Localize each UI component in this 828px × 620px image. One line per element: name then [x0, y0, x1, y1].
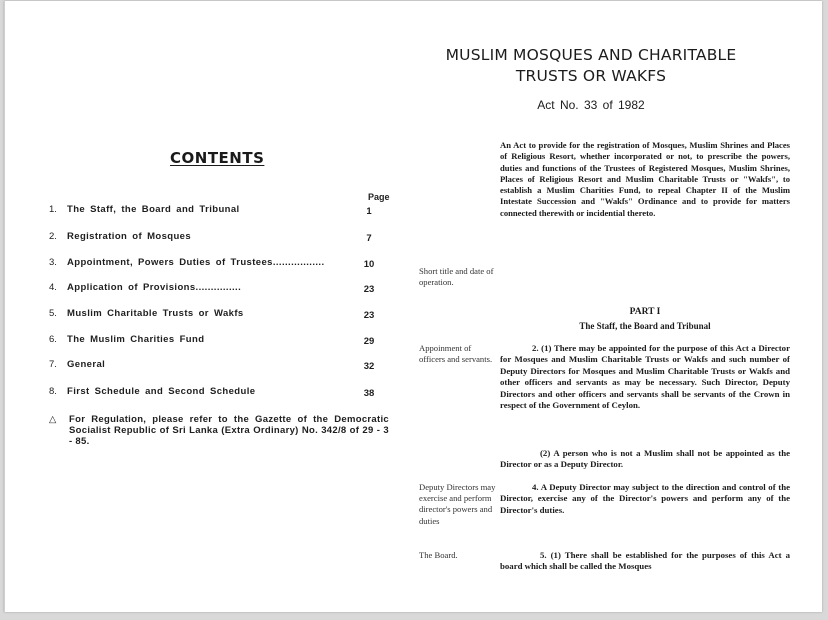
toc-item-page: 7: [366, 233, 372, 244]
toc-item-number: 2.: [49, 231, 57, 242]
toc-item[interactable]: [49, 359, 384, 373]
toc-item-label: Registration of Mosques: [67, 231, 192, 242]
toc-item-page: 10: [363, 259, 375, 270]
contents-title: CONTENTS: [170, 149, 265, 167]
page-column-label: Page: [368, 192, 390, 202]
part-heading: PART I: [629, 307, 661, 317]
section-4: 4. A Deputy Director may subject to the direction and control of the Director, exercise any of the Director's powers and perform any of the Director's duties.: [500, 482, 790, 515]
toc-item-page: 29: [363, 336, 375, 347]
act-number: Act No. 33 of 1982: [537, 98, 645, 112]
margin-note-board: The Board.: [419, 550, 458, 560]
toc-item-number: 7.: [49, 359, 57, 370]
toc-item-number: 4.: [49, 282, 57, 293]
toc-item-number: 5.: [49, 308, 57, 319]
toc-item-label: Muslim Charitable Trusts or Wakfs: [67, 308, 244, 319]
triangle-icon: △: [49, 414, 57, 425]
toc-item-page: 32: [363, 361, 375, 372]
toc-item-label: The Muslim Charities Fund: [67, 334, 205, 345]
toc-item[interactable]: [49, 257, 384, 271]
regulation-note-text: For Regulation, please refer to the Gazette of the Democratic Socialist Republic of Sri Lanka (Extra Ordinary) No. 342/8 of 29 - 3 - 85.: [69, 414, 389, 447]
section-2-1: 2. (1) There may be appointed for the purpose of this Act a Director for Mosques and Muslim Charitable Trusts or Wakfs and such number of Deputy Directors for Mosques and Muslim Charitable Trusts or Wakfs and other officers and servants as may be necessary. Such Director, Deputy Directors and other officers and servants shall be servants of the Crown in respect of the Government of Ceylon.: [500, 343, 790, 411]
toc-item-label: The Staff, the Board and Tribunal: [67, 204, 240, 215]
toc-item-number: 8.: [49, 386, 57, 397]
toc-item[interactable]: [49, 204, 384, 218]
act-title-line1: MUSLIM MOSQUES AND CHARITABLE: [445, 46, 737, 64]
toc-item-page: 1: [366, 206, 372, 217]
act-title: [425, 45, 757, 87]
toc-item-page: 23: [363, 310, 375, 321]
toc-item[interactable]: [49, 308, 384, 322]
toc-item-label: Appointment, Powers Duties of Trustees.................: [67, 257, 325, 268]
margin-note-short-title: Short title and date of operation.: [419, 266, 494, 288]
toc-item[interactable]: [49, 231, 384, 245]
toc-item-label: Application of Provisions...............: [67, 282, 242, 293]
toc-item-label: General: [67, 359, 106, 370]
toc-item-page: 38: [363, 388, 375, 399]
toc-item-label: First Schedule and Second Schedule: [67, 386, 256, 397]
margin-note-appointment: Appoinment of officers and servants.: [419, 343, 493, 365]
act-title-line2: TRUSTS OR WAKFS: [515, 67, 667, 85]
toc-item[interactable]: [49, 282, 384, 296]
toc-item-number: 3.: [49, 257, 57, 268]
section-2-2: (2) A person who is not a Muslim shall not be appointed as the Director or as a Deputy Director.: [500, 448, 790, 470]
toc-item-number: 1.: [49, 204, 57, 215]
toc-item[interactable]: [49, 386, 384, 400]
margin-note-deputy: Deputy Directors may exercise and perform director's powers and duties: [419, 482, 496, 526]
toc-item-page: 23: [363, 284, 375, 295]
act-preamble: An Act to provide for the registration of Mosques, Muslim Shrines and Places of Religious Resort, whether incorporated or not, to prescribe the powers, duties and functions of the Trustees of Registered Mosques, Muslim Shrines, Places of Religious Resort and Muslim Charitable Trusts or "Wakfs", to establish a Muslim Charities Fund, to repeal Chapter II of the Muslim Intestate Succession and "Wakfs" Ordinance and to provide for matters connected therewith or incidential thereto.: [500, 140, 790, 218]
document-spread: [4, 1, 822, 612]
section-5-1: 5. (1) There shall be established for the purposes of this Act a board which shall be called the Mosques: [500, 550, 790, 572]
regulation-note: [49, 414, 389, 447]
part-subheading: The Staff, the Board and Tribunal: [579, 321, 711, 331]
toc-item-number: 6.: [49, 334, 57, 345]
toc-item[interactable]: [49, 334, 384, 348]
